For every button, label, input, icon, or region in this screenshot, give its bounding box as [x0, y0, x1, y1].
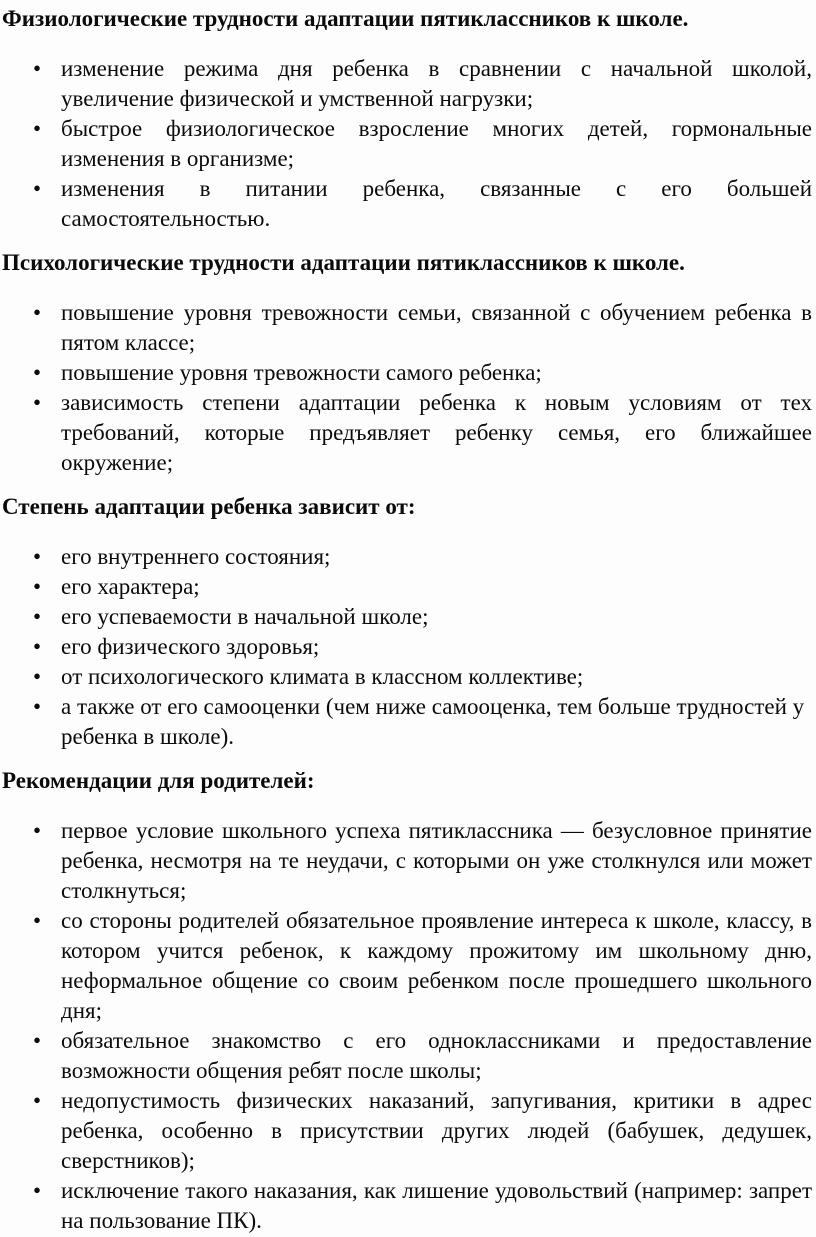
bullet-icon: • — [33, 1178, 42, 1203]
list-item-text: изменение режима дня ребенка в сравнении с начальной школой, увеличение физической и умственной нагрузки; — [61, 56, 812, 111]
section-heading-psychological: Психологические трудности адаптации пятиклассников к школе. — [2, 250, 685, 275]
bullet-icon: • — [33, 604, 42, 629]
list-item-text: повышение уровня тревожности семьи, связанной с обучением ребенка в пятом классе; — [61, 300, 812, 355]
bullet-icon: • — [33, 818, 42, 843]
list-item — [2, 1176, 814, 1236]
bullet-icon: • — [33, 300, 42, 325]
section-heading-adaptation-degree: Степень адаптации ребенка зависит от: — [2, 494, 416, 519]
list-item — [2, 906, 814, 1026]
bullet-list-recommendations — [2, 816, 814, 1236]
list-item-text: первое условие школьного успеха пятиклассника — безусловное принятие ребенка, несмотря на те неудачи, с которыми он уже столкнулся или может столкнуться; — [61, 818, 812, 903]
list-item — [2, 358, 814, 388]
section-heading-physiological: Физиологические трудности адаптации пятиклассников к школе. — [2, 6, 689, 31]
list-item — [2, 174, 814, 234]
bullet-icon: • — [33, 56, 42, 81]
bullet-icon: • — [33, 1028, 42, 1053]
bullet-icon: • — [33, 1088, 42, 1113]
list-item-text: от психологического климата в классном коллективе; — [61, 664, 584, 689]
bullet-icon: • — [33, 634, 42, 659]
list-item — [2, 298, 814, 358]
list-item — [2, 388, 814, 478]
list-item-text: исключение такого наказания, как лишение удовольствий (например: запрет на пользование ПК). — [61, 1178, 812, 1233]
list-item — [2, 632, 814, 662]
list-item-text: зависимость степени адаптации ребенка к новым условиям от тех требований, которые предъявляет ребенку семья, его ближайшее окружение; — [61, 390, 812, 475]
list-item — [2, 114, 814, 174]
bullet-list-psychological — [2, 298, 814, 478]
bullet-list-adaptation-degree — [2, 542, 814, 752]
list-item-text: быстрое физиологическое взросление многих детей, гормональные изменения в организме; — [61, 116, 812, 171]
list-item-text: а также от его самооценки (чем ниже самооценка, тем больше трудностей у ребенка в школе). — [61, 694, 805, 749]
list-item — [2, 1086, 814, 1176]
list-item — [2, 602, 814, 632]
bullet-icon: • — [33, 694, 42, 719]
list-item-text: изменения в питании ребенка, связанные с его большей самостоятельностью. — [61, 176, 812, 231]
bullet-icon: • — [33, 544, 42, 569]
bullet-icon: • — [33, 908, 42, 933]
section-heading-recommendations: Рекомендации для родителей: — [2, 768, 315, 793]
list-item-text: его внутреннего состояния; — [61, 544, 331, 569]
list-item — [2, 54, 814, 114]
list-item — [2, 692, 814, 752]
list-item — [2, 816, 814, 906]
list-item-text: его успеваемости в начальной школе; — [61, 604, 429, 629]
bullet-icon: • — [33, 116, 42, 141]
bullet-icon: • — [33, 176, 42, 201]
list-item — [2, 542, 814, 572]
list-item — [2, 1026, 814, 1086]
bullet-list-physiological — [2, 54, 814, 234]
list-item — [2, 662, 814, 692]
list-item-text: повышение уровня тревожности самого ребенка; — [61, 360, 542, 385]
list-item — [2, 572, 814, 602]
bullet-icon: • — [33, 390, 42, 415]
bullet-icon: • — [33, 360, 42, 385]
bullet-icon: • — [33, 664, 42, 689]
bullet-icon: • — [33, 574, 42, 599]
list-item-text: со стороны родителей обязательное проявление интереса к школе, классу, в котором учится ребенок, к каждому прожитому им школьному дню, неформальное общение со своим ребенком после прошедшего школьного дня; — [61, 908, 812, 1023]
list-item-text: недопустимость физических наказаний, запугивания, критики в адрес ребенка, особенно в присутствии других людей (бабушек, дедушек, сверстников); — [61, 1088, 812, 1173]
list-item-text: обязательное знакомство с его одноклассниками и предоставление возможности общения ребят после школы; — [61, 1028, 812, 1083]
list-item-text: его характера; — [61, 574, 200, 599]
list-item-text: его физического здоровья; — [61, 634, 320, 659]
